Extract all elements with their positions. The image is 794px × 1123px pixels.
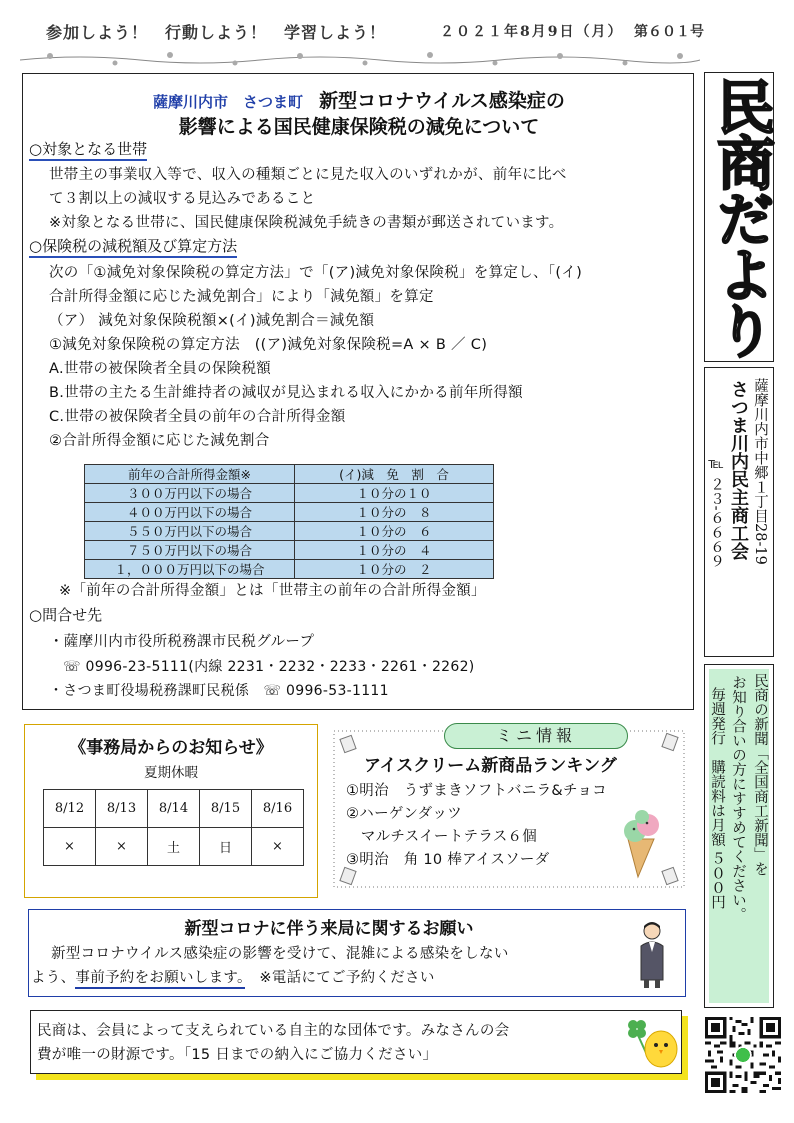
table-header: 前年の合計所得金額※	[85, 465, 295, 484]
request-line1: 新型コロナウイルス感染症の影響を受けて、混雑による感染をしない	[51, 946, 509, 962]
contact-line: ☏ 0996-23-5111(内線 2231・2232・2233・2261・2262)	[63, 659, 475, 675]
org-name: さつま川内民主商工会	[728, 380, 749, 560]
table-row: ５５０万円以下の場合 １０分の ６	[85, 522, 494, 541]
request-line2: よう、事前予約をお願いします。 ※電話にてご予約ください	[31, 966, 435, 987]
masthead-title: 民商だより	[707, 77, 775, 357]
table-row: １，０００万円以下の場合 １０分の ２	[85, 560, 494, 579]
ice-cream-icon	[618, 809, 664, 879]
notice-title: 《事務局からのお知らせ》	[69, 738, 273, 758]
table-row: ３００万円以下の場合 １０分の１０	[85, 484, 494, 503]
newspaper-promo-box	[704, 664, 774, 1008]
contact-title: ○問合せ先	[29, 606, 103, 624]
calendar-status-row: × × 土 日 ×	[44, 828, 304, 866]
issue-date: ２０２１年8月9日（月）	[440, 24, 624, 40]
qr-code-icon[interactable]	[705, 1017, 781, 1093]
office-notice-box	[24, 724, 318, 898]
dues-line1: 民商は、会員によって支えられている自主的な団体です。みなさんの会	[37, 1023, 510, 1039]
sec1-line: 世帯主の事業収入等で、収入の種類ごとに見た収入のいずれかが、前年に比べ	[49, 167, 567, 183]
article-title-line2: 影響による国民健康保険税の減免について	[178, 116, 540, 138]
holiday-calendar	[43, 789, 304, 866]
sec2-line: ②合計所得金額に応じた減免割合	[49, 433, 270, 449]
reduction-rate-table	[84, 464, 494, 579]
ranking-item: ②ハーゲンダッツ	[346, 806, 463, 822]
table-row: ７５０万円以下の場合 １０分の ４	[85, 541, 494, 560]
sec2-line: 合計所得金額に応じた減免割合」により「減免額」を算定	[49, 289, 434, 305]
sec2-line: C.世帯の被保険者全員の前年の合計所得金額	[49, 409, 346, 425]
sec2-line: 次の「①減免対象保険税の算定方法」で「(ア)減免対象保険税」を算定し、「(イ)	[49, 265, 583, 281]
article-org: 薩摩川内市 さつま町	[153, 93, 304, 111]
promo-line: 民商の新聞「全国商工新聞」を	[752, 673, 768, 876]
tax-reduction-article	[22, 73, 694, 710]
mini-info-title: アイスクリーム新商品ランキング	[364, 756, 617, 776]
org-address: 薩摩川内市中郷１丁目28-19	[752, 378, 768, 565]
sec2-line: B.世帯の主たる生計維持者の減収が見込まれる収入にかかる前年所得額	[49, 385, 523, 401]
promo-line: 毎週発行 購読料は月額 ５００円	[709, 687, 725, 910]
contact-line: ・薩摩川内市役所税務課市民税グループ	[49, 634, 315, 650]
sec2-line: A.世帯の被保険者全員の保険税額	[49, 361, 272, 377]
ranking-item: マルチスイートテラス６個	[346, 829, 538, 845]
table-header: (イ)減 免 割 合	[295, 465, 494, 484]
issue-number: 第６０１号	[634, 24, 704, 40]
table-header-row	[85, 465, 494, 484]
visit-request-box	[28, 909, 686, 997]
contact-line: ・さつま町役場税務課町民税係 ☏ 0996-53-1111	[49, 683, 389, 699]
mini-info-label: ミニ情報	[444, 723, 628, 749]
chick-clover-icon	[623, 1015, 681, 1071]
header-slogan: 参加しよう！ 行動しよう！ 学習しよう！	[46, 23, 387, 42]
calendar-date-row: 8/12 8/13 8/14 8/15 8/16	[44, 790, 304, 828]
notice-subtitle: 夏期休暇	[144, 765, 198, 781]
table-row: ４００万円以下の場合 １０分の ８	[85, 503, 494, 522]
table-note: ※「前年の合計所得金額」とは「世帯主の前年の合計所得金額」	[59, 583, 486, 599]
dues-line2: 費が唯一の財源です。「15 日までの納入にご協力ください」	[37, 1047, 438, 1063]
staff-person-icon	[635, 920, 669, 988]
decorative-vine	[20, 46, 700, 70]
sec1-line: ※対象となる世帯に、国民健康保険税減免手続きの書類が郵送されています。	[49, 215, 564, 231]
masthead-box	[704, 72, 774, 362]
org-info-box	[704, 367, 774, 657]
request-title: 新型コロナに伴う来局に関するお願い	[184, 919, 474, 939]
section-calc-method: ○保険税の減税額及び算定方法	[29, 235, 237, 256]
ranking-item: ③明治 角 10 棒アイスソーダ	[346, 852, 550, 868]
article-title-line1: 薩摩川内市 さつま町 新型コロナウイルス感染症の	[153, 90, 565, 112]
promo-line: お知り合いの方にすすめてください。	[730, 675, 746, 922]
sec2-line: （ア） 減免対象保険税額×(イ)減免割合＝減免額	[49, 313, 375, 329]
org-tel: ℡ ２３-６６６９	[708, 456, 724, 569]
ranking-item: ①明治 うずまきソフトバニラ&チョコ	[346, 783, 607, 799]
sec1-line: て３割以上の減収する見込みであること	[49, 191, 316, 207]
dues-message-box	[30, 1010, 682, 1074]
mini-info-box	[328, 723, 690, 893]
sec2-line: ①減免対象保険税の算定方法 ((ア)減免対象保険税=A × B ／ C)	[49, 337, 488, 353]
section-target-household: ○対象となる世帯	[29, 138, 147, 159]
